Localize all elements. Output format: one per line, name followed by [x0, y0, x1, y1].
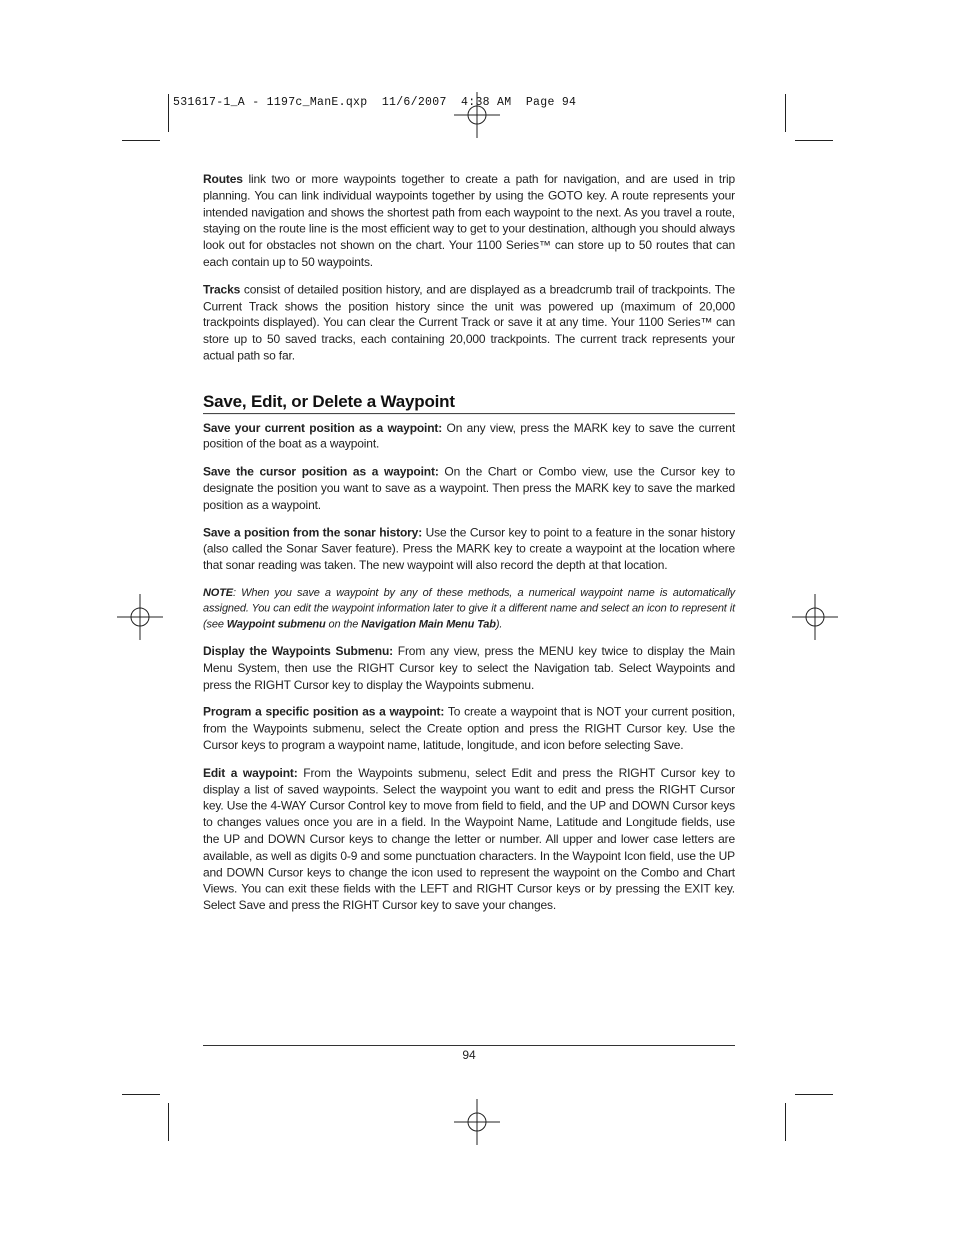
registration-mark-right [792, 594, 838, 640]
crop-mark-top-right-v [785, 94, 786, 132]
tracks-paragraph [203, 281, 735, 364]
crop-mark-bottom-left-v [168, 1103, 169, 1141]
save-cursor-paragraph [203, 464, 735, 514]
crop-mark-bottom-right-v [785, 1103, 786, 1141]
display-submenu-paragraph [203, 643, 735, 693]
note-ref-navigation-tab: Navigation Main Menu Tab [361, 618, 496, 631]
crop-mark-top-left-v [168, 94, 169, 132]
save-sonar-text: Use the Cursor key to point to a feature in the sonar history (also called the Sonar Saver feature). Press the MARK key to create a waypoint at the location where that sonar reading was taken. The new waypoint will also record the depth at that location. [203, 525, 736, 573]
note-text-1: : When you save a waypoint by any of these methods, a numerical waypoint name is automatically assigned. You can edit the waypoint information later to give it a different name and select an icon to represent it (see [203, 586, 735, 631]
edit-paragraph [203, 765, 735, 914]
routes-term: Routes [203, 171, 243, 186]
tracks-text: consist of detailed position history, and are displayed as a breadcrumb trail of trackpoints. The Current Track shows the position history since the unit was powered up (maximum of 20,000 trackpoints displayed). You can clear the Current Track or save it at any time. Your 1100 Series™ can store up to 50 saved tracks, each containing 20,000 trackpoints. The current track represents your actual path so far. [203, 282, 735, 363]
edit-text: From the Waypoints submenu, select Edit and press the RIGHT Cursor key to display a list of saved waypoints. Select the waypoint you want to edit and press the RIGHT Cursor key. Use the 4-WAY Cursor Control key to move from field to field, and the UP and DOWN Cursor keys to changes values once you are in a field. In the Waypoint Name, Latitude and Longitude fields, use the UP and DOWN Cursor keys to change the letter or number. All upper and lower case letters are available, as well as digits 0-9 and some punctuation characters. In the Waypoint Icon field, use the UP and DOWN Cursor keys to change the icon used to represent the waypoint on the Combo and Chart Views. You can exit these fields with the LEFT and RIGHT Cursor keys or by pressing the EXIT key. Select Save and press the RIGHT Cursor key to save your changes. [203, 765, 735, 913]
note-ref-waypoint-submenu: Waypoint submenu [226, 618, 326, 631]
crop-mark-top-right-h [795, 140, 833, 141]
save-sonar-paragraph [203, 524, 735, 574]
registration-mark-top [454, 92, 500, 138]
note-text-3: ). [495, 618, 503, 631]
page-content [203, 171, 735, 925]
save-cursor-term: Save the cursor position as a waypoint: [203, 464, 439, 479]
save-current-term: Save your current position as a waypoint: [203, 420, 443, 435]
crop-mark-top-left-h [122, 140, 160, 141]
crop-mark-bottom-left-h [122, 1094, 160, 1095]
save-current-text: On any view, press the MARK key to save the current position of the boat as a waypoint. [203, 420, 736, 452]
print-slug: 531617-1_A - 1197c_ManE.qxp 11/6/2007 4:38 AM Page 94 [173, 96, 577, 109]
program-term: Program a specific position as a waypoint: [203, 704, 445, 719]
program-paragraph [203, 704, 735, 754]
tracks-term: Tracks [203, 282, 241, 297]
registration-mark-left [117, 594, 163, 640]
display-submenu-text: From any view, press the MENU key twice to display the Main Menu System, then use the RIGHT Cursor key to select the Navigation tab. Select Waypoints and press the RIGHT Cursor key to display the Waypoints submenu. [203, 644, 735, 692]
crop-mark-bottom-right-h [795, 1094, 833, 1095]
save-sonar-term: Save a position from the sonar history: [203, 525, 423, 540]
section-heading: Save, Edit, or Delete a Waypoint [203, 394, 735, 414]
note-label: NOTE [203, 586, 233, 599]
note-paragraph [203, 585, 735, 632]
footer-rule [203, 1045, 735, 1046]
note-text-2: on the [325, 618, 362, 631]
edit-term: Edit a waypoint: [203, 765, 298, 780]
registration-mark-bottom [454, 1099, 500, 1145]
save-current-paragraph [203, 420, 735, 453]
routes-text: link two or more waypoints together to create a path for navigation, and are used in trip planning. You can link individual waypoints together by using the GOTO key. A route represents your intended navigation and shows the shortest path from each waypoint to the next. As you travel a route, staying on the route line is the most efficient way to get to your destination, although you should always look out for obstacles not shown on the chart. Your 1100 Series™ can store up to 50 routes that can each contain up to 50 waypoints. [203, 171, 735, 269]
save-cursor-text: On the Chart or Combo view, use the Cursor key to designate the position you want to save as a waypoint. Then press the MARK key to save the marked position as a waypoint. [203, 464, 735, 512]
page-number: 94 [462, 1048, 476, 1062]
program-text: To create a waypoint that is NOT your current position, from the Waypoints submenu, select the Create option and press the RIGHT Cursor key. Use the Cursor keys to program a waypoint name, latitude, longitude, and icon before selecting Save. [203, 704, 736, 752]
display-submenu-term: Display the Waypoints Submenu: [203, 644, 393, 659]
routes-paragraph [203, 171, 735, 271]
